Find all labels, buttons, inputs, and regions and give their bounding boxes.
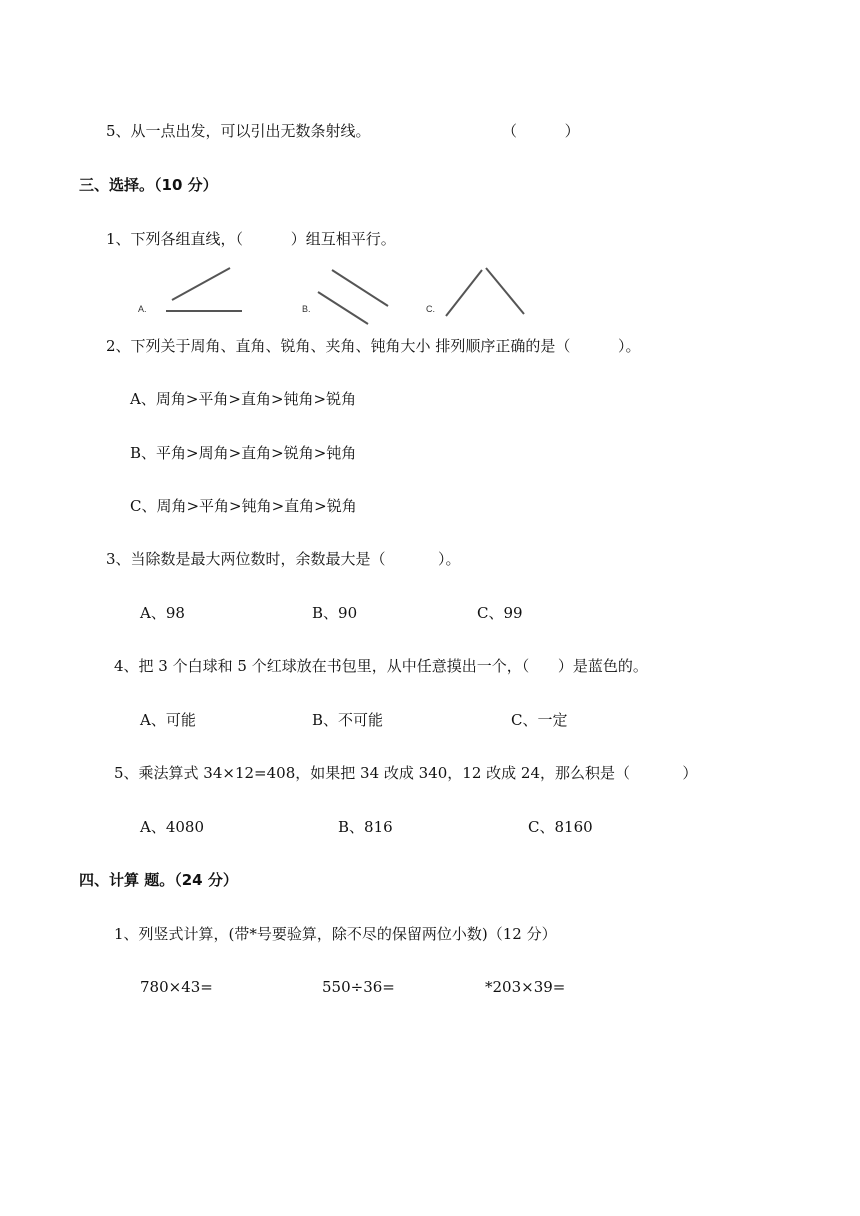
option-a: A、98 [140,604,185,622]
option-a: A、周角>平角>直角>钝角>锐角 [130,390,357,408]
question-3-4: 4、把 3 个白球和 5 个红球放在书包里，从中任意摸出一个，（ ）是蓝色的。 [114,657,648,675]
question-4-1: 1、列竖式计算，(带*号要验算，除不尽的保留两位小数)（12 分） [114,925,557,943]
option-b: B、平角>周角>直角>锐角>钝角 [130,444,357,462]
option-a: A、可能 [140,711,196,729]
calc-problem-3: *203×39= [485,978,566,996]
question-3-5: 5、乘法算式 34×12=408，如果把 34 改成 340，12 改成 24，那么积是（ ） [114,764,698,782]
figure-b-line-1 [332,270,388,306]
figure-label-a: A. [138,304,147,314]
calc-problem-1: 780×43= [140,978,213,996]
option-c: C、99 [477,604,523,622]
calc-problem-2: 550÷36= [322,978,395,996]
option-b: B、816 [338,818,393,836]
question-3-2: 2、下列关于周角、直角、锐角、夹角、钝角大小 排列顺序正确的是（ ）。 [106,337,641,355]
question-3-3: 3、当除数是最大两位数时，余数最大是（ ）。 [106,550,461,568]
option-c: C、一定 [511,711,568,729]
figure-b-line-2 [318,292,368,324]
figure-c-line-2 [486,268,524,314]
option-b: B、90 [312,604,358,622]
figure-c-line-1 [446,270,482,316]
question-3-1: 1、下列各组直线，（ ）组互相平行。 [106,230,396,248]
figure-label-c: C. [426,304,435,314]
answer-blank: （ ） [502,122,580,140]
section-3-heading: 三、选择。（10 分） [79,176,218,194]
parallel-lines-figures [134,262,534,328]
option-a: A、4080 [140,818,205,836]
question-2-5: 5、从一点出发，可以引出无数条射线。 [106,122,371,140]
section-4-heading: 四、计算 题。（24 分） [79,871,238,889]
figure-label-b: B. [302,304,311,314]
option-c: C、8160 [528,818,593,836]
option-c: C、周角>平角>钝角>直角>锐角 [130,497,357,515]
option-b: B、不可能 [312,711,384,729]
figure-a-line-1 [172,268,230,300]
